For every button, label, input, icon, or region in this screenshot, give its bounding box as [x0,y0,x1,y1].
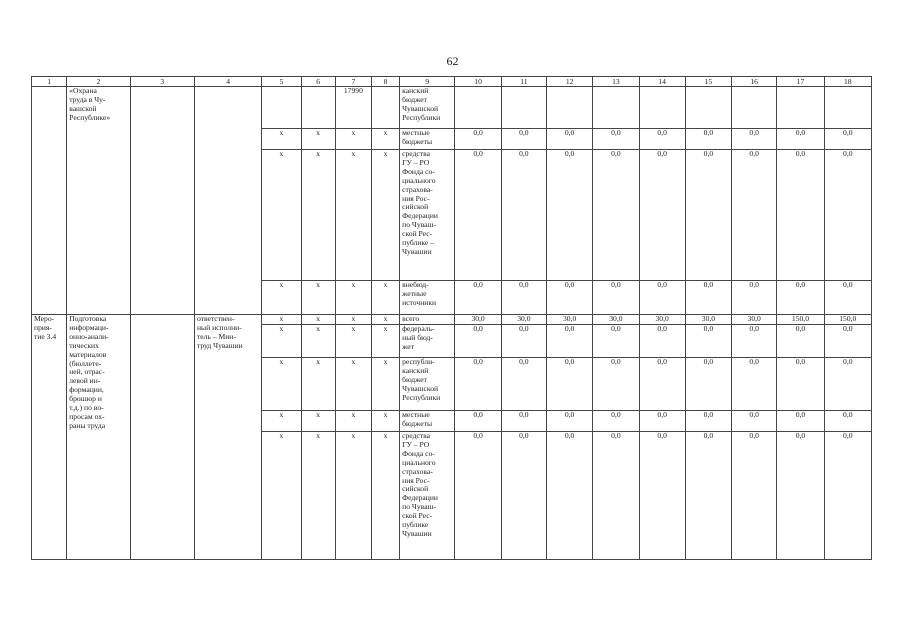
text-line: местные [402,128,430,137]
code-cell: x [371,150,399,281]
amount-cell: 0,0 [777,281,824,315]
code-cell: x [262,281,301,315]
amount-cell: 0,0 [455,432,501,560]
text-line: Чувашской [402,103,439,113]
column-number: 3 [130,77,194,87]
text-line: труд Чувашии [196,340,243,350]
code-cell: x [335,432,371,560]
amount-cell: 0,0 [501,281,546,315]
text-line: т.д.) по во- [69,403,104,413]
amount-cell: 0,0 [732,432,777,560]
code-cell: x [262,315,301,325]
code-cell: x [335,325,371,358]
amount-cell: 0,0 [777,411,824,432]
amount-cell: 0,0 [732,129,777,150]
code-cell: x [262,129,301,150]
text-line: просам ох- [69,411,105,421]
amount-cell: 0,0 [732,281,777,315]
code-cell [371,87,399,129]
text-line: циального [402,457,436,467]
code-cell: x [371,432,399,560]
text-line: Республики [402,112,441,122]
column-number: 10 [455,77,501,87]
amount-cell: 0,0 [639,411,685,432]
measure-name-cell [67,315,130,560]
code-cell: x [301,150,335,281]
amount-cell: 30,0 [455,315,501,325]
amount-cell: 0,0 [685,281,731,315]
header-row [32,77,872,87]
text-line: публике [402,520,429,530]
text-line: Чувашии [402,528,432,538]
funding-source-cell [400,411,455,432]
text-line: Чувашии [402,246,432,256]
amount-cell [501,87,546,129]
text-line: брошюр и [69,394,102,404]
table-row [32,315,872,325]
text-line: местные [402,410,430,419]
executor-cell [194,87,261,315]
text-line: средства [402,431,430,440]
amount-cell: 0,0 [732,325,777,358]
code-cell: x [301,325,335,358]
amount-cell: 0,0 [546,281,592,315]
text-line: ГУ – РО [402,439,430,449]
code-cell: x [335,358,371,411]
amount-cell: 0,0 [455,129,501,150]
text-line: жетные [402,288,427,298]
code-cell: x [335,150,371,281]
text-line: формации, [69,385,104,395]
amount-cell: 0,0 [777,129,824,150]
code-cell: x [335,315,371,325]
amount-cell: 0,0 [777,432,824,560]
text-line: республи- [402,357,435,366]
amount-cell: 30,0 [732,315,777,325]
code-cell: x [371,358,399,411]
amount-cell: 150,0 [824,315,871,325]
empty-cell [130,87,194,315]
amount-cell: 0,0 [455,281,501,315]
amount-cell [777,87,824,129]
amount-cell: 30,0 [639,315,685,325]
budget-table [31,76,872,560]
column-number: 6 [301,77,335,87]
text-line: Фонда со- [402,448,435,458]
text-line: всего [402,314,420,323]
text-line: ской Рес- [402,511,433,521]
code-cell: x [335,411,371,432]
text-line: Фонда со- [402,166,435,176]
amount-cell: 0,0 [455,150,501,281]
amount-cell: 0,0 [501,432,546,560]
program-name-cell [67,87,130,315]
column-number: 13 [593,77,639,87]
funding-source-cell [400,315,455,325]
code-cell: x [371,129,399,150]
code-cell: x [301,432,335,560]
amount-cell: 30,0 [546,315,592,325]
text-line: материалов [69,349,107,359]
text-line: труда в Чу- [69,94,106,104]
amount-cell: 0,0 [685,358,731,411]
amount-cell: 0,0 [546,325,592,358]
text-line: бюджеты [402,136,433,146]
text-line: ответствен- [196,314,235,323]
amount-cell: 0,0 [593,411,639,432]
amount-cell: 30,0 [593,315,639,325]
code-cell: x [262,150,301,281]
amount-cell [732,87,777,129]
code-cell: x [301,315,335,325]
text-line: (бюллете- [69,358,102,368]
amount-cell: 0,0 [777,358,824,411]
amount-cell: 30,0 [501,315,546,325]
code-cell [301,87,335,129]
column-number: 18 [824,77,871,87]
amount-cell: 0,0 [685,150,731,281]
funding-source-cell [400,358,455,411]
amount-cell: 0,0 [639,432,685,560]
text-line: Республике» [69,112,111,122]
text-line: «Охрана [69,86,97,95]
amount-cell: 0,0 [685,129,731,150]
amount-cell: 0,0 [455,358,501,411]
column-number: 9 [400,77,455,87]
amount-cell: 0,0 [639,281,685,315]
amount-cell: 0,0 [546,432,592,560]
code-cell: x [262,325,301,358]
text-line: по Чуваш- [402,220,436,230]
text-line: ней, отрас- [69,367,105,377]
text-line: вашской [69,103,97,113]
text-line: тель – Мин- [196,331,236,341]
column-number: 16 [732,77,777,87]
amount-cell: 0,0 [546,411,592,432]
text-line: источники [402,297,437,307]
text-line: страхова- [402,184,433,194]
column-number: 12 [546,77,592,87]
amount-cell: 0,0 [593,325,639,358]
amount-cell: 0,0 [593,150,639,281]
text-line: ния Рос- [402,193,430,203]
amount-cell: 0,0 [546,150,592,281]
amount-cell: 0,0 [455,411,501,432]
text-line: федераль- [402,324,435,333]
text-line: бюджеты [402,418,433,428]
amount-cell: 150,0 [777,315,824,325]
amount-cell: 0,0 [593,281,639,315]
text-line: Федерации [402,211,438,221]
text-line: публике – [402,238,434,248]
amount-cell [546,87,592,129]
column-number: 14 [639,77,685,87]
code-cell [262,87,301,129]
text-line: жет [402,341,414,351]
amount-cell: 0,0 [685,411,731,432]
amount-cell: 0,0 [639,358,685,411]
column-number: 8 [371,77,399,87]
code-cell: x [371,411,399,432]
amount-cell: 0,0 [593,432,639,560]
amount-cell: 0,0 [732,411,777,432]
amount-cell [593,87,639,129]
funding-source-cell [400,87,455,129]
column-number: 15 [685,77,731,87]
text-line: внебюд- [402,280,429,289]
text-line: ской Рес- [402,229,433,239]
text-line: бюджет [402,374,427,384]
table-row [32,87,872,129]
amount-cell [824,87,871,129]
column-number: 4 [194,77,261,87]
text-line: бюджет [402,94,427,104]
executor-cell [194,315,261,560]
amount-cell: 0,0 [639,150,685,281]
code-cell: 17990 [335,87,371,129]
text-line: средства [402,149,430,158]
amount-cell: 0,0 [732,358,777,411]
text-line: ный бюд- [402,332,433,342]
amount-cell: 0,0 [501,150,546,281]
code-cell: x [301,358,335,411]
empty-cell [130,315,194,560]
amount-cell [455,87,501,129]
amount-cell: 0,0 [546,358,592,411]
text-line: канский [402,86,429,95]
amount-cell: 0,0 [501,325,546,358]
text-line: канский [402,365,429,375]
amount-cell: 0,0 [455,325,501,358]
funding-source-cell [400,432,455,560]
text-line: циального [402,175,436,185]
funding-source-cell [400,281,455,315]
measure-id-cell [32,315,67,560]
code-cell: x [262,432,301,560]
amount-cell: 0,0 [777,150,824,281]
code-cell: x [371,315,399,325]
text-line: Федерации [402,493,438,503]
code-cell: x [301,129,335,150]
text-line: Чувашской [402,383,439,393]
amount-cell: 0,0 [824,150,871,281]
text-line: сийской [402,202,429,212]
text-line: Меро- [34,314,55,323]
amount-cell [639,87,685,129]
amount-cell: 30,0 [685,315,731,325]
amount-cell: 0,0 [639,129,685,150]
text-line: раны труда [69,420,106,430]
amount-cell: 0,0 [824,281,871,315]
text-line: по Чуваш- [402,502,436,512]
amount-cell [685,87,731,129]
amount-cell: 0,0 [732,150,777,281]
code-cell: x [301,411,335,432]
amount-cell: 0,0 [501,411,546,432]
amount-cell: 0,0 [501,129,546,150]
amount-cell: 0,0 [824,411,871,432]
code-cell: x [301,281,335,315]
amount-cell: 0,0 [777,325,824,358]
column-number: 2 [67,77,130,87]
page-number: 62 [446,54,459,68]
text-line: Подготовка [69,314,107,323]
text-line: страхова- [402,466,433,476]
column-number: 17 [777,77,824,87]
amount-cell: 0,0 [685,325,731,358]
amount-cell: 0,0 [546,129,592,150]
funding-source-cell [400,129,455,150]
text-line: ния Рос- [402,475,430,485]
amount-cell: 0,0 [639,325,685,358]
column-number: 11 [501,77,546,87]
text-line: левой ин- [69,376,101,386]
code-cell: x [335,281,371,315]
column-number: 1 [32,77,67,87]
amount-cell: 0,0 [824,325,871,358]
text-line: тических [69,340,99,350]
text-line: тие 3.4 [34,331,57,341]
amount-cell: 0,0 [824,432,871,560]
column-number: 5 [262,77,301,87]
code-cell: x [371,281,399,315]
amount-cell: 0,0 [824,358,871,411]
text-line: ный исполни- [196,322,242,332]
code-cell: x [262,411,301,432]
text-line: онно-анали- [69,331,109,341]
code-cell: x [335,129,371,150]
amount-cell: 0,0 [593,129,639,150]
amount-cell: 0,0 [824,129,871,150]
text-line: Республики [402,392,441,402]
amount-cell: 0,0 [685,432,731,560]
funding-source-cell [400,150,455,281]
text-line: ГУ – РО [402,157,430,167]
code-cell: x [371,325,399,358]
code-cell: x [262,358,301,411]
text-line: сийской [402,484,429,494]
amount-cell: 0,0 [501,358,546,411]
column-number: 7 [335,77,371,87]
text-line: информаци- [69,322,109,332]
amount-cell: 0,0 [593,358,639,411]
measure-id-cell [32,87,67,315]
funding-source-cell [400,325,455,358]
text-line: прия- [34,322,52,332]
